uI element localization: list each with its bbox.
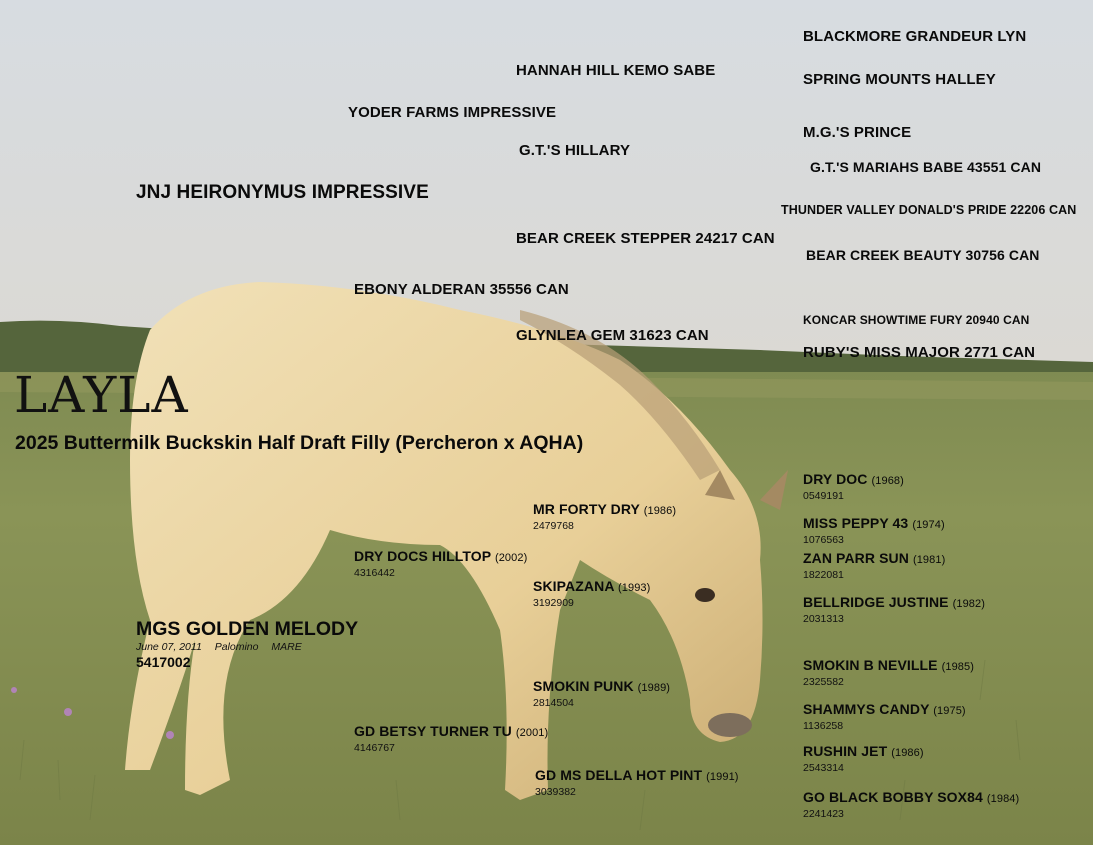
ddd-name: GD MS DELLA HOT PINT [535,767,703,783]
ddss-year: (1985) [941,661,975,673]
dsds-name: ZAN PARR SUN [803,550,909,566]
dsdd-reg: 2031313 [803,613,844,625]
dam-reg-number: 5417002 [136,654,191,670]
ddss-name: SMOKIN B NEVILLE [803,657,938,673]
dsdd-entry [803,594,985,610]
ddsd-reg: 1136258 [803,720,844,732]
sire-sire-name: YODER FARMS IMPRESSIVE [348,104,557,121]
dssd-year: (1974) [912,519,945,531]
ssdd-name: G.T.'S MARIAHS BABE 43551 CAN [810,159,1042,175]
sire-dam-sire-name: BEAR CREEK STEPPER 24217 CAN [516,230,775,247]
dddd-reg: 2241423 [803,808,844,820]
dam-dam-name: GD BETSY TURNER TU [354,723,512,739]
dsd-name: SKIPAZANA [533,578,615,594]
dsds-year: (1981) [912,554,946,566]
dam-sex: MARE [271,641,302,653]
dsds-reg: 1822081 [803,569,844,581]
dssd-name: MISS PEPPY 43 [803,515,909,531]
dam-sire-entry [354,548,527,564]
dss-name: MR FORTY DRY [533,501,640,517]
dam-color: Palomino [214,641,259,653]
dam-sire-reg: 4316442 [354,567,395,579]
ddsd-year: (1975) [933,705,966,717]
dds-year: (1989) [637,682,671,694]
ddd-year: (1991) [706,771,739,783]
dsss-year: (1968) [871,475,904,487]
ddds-entry [803,743,924,759]
dssd-reg: 1076563 [803,534,844,546]
ddss-reg: 2325582 [803,676,844,688]
dam-info [136,641,312,653]
ddds-name: RUSHIN JET [803,743,888,759]
dsds-entry [803,550,945,566]
dds-reg: 2814504 [533,697,574,709]
sddd-name: RUBY'S MISS MAJOR 2771 CAN [803,344,1036,361]
dsd-year: (1993) [618,582,651,594]
sire-dam-name: EBONY ALDERAN 35556 CAN [354,281,569,298]
dds-name: SMOKIN PUNK [533,678,634,694]
dsdd-name: BELLRIDGE JUSTINE [803,594,949,610]
horse-description: 2025 Buttermilk Buckskin Half Draft Filly (Percheron x AQHA) [15,432,584,454]
dsd-reg: 3192909 [533,597,574,609]
ddd-reg: 3039382 [535,786,576,798]
sire-sire-sire-name: HANNAH HILL KEMO SABE [516,62,716,79]
ssds-name: M.G.'S PRINCE [803,124,912,141]
ddsd-name: SHAMMYS CANDY [803,701,930,717]
sdds-name: KONCAR SHOWTIME FURY 20940 CAN [803,313,1030,327]
sdss-name: THUNDER VALLEY DONALD'S PRIDE 22206 CAN [781,203,1077,217]
dsd-entry [533,578,650,594]
ddsd-entry [803,701,966,717]
dam-name: MGS GOLDEN MELODY [136,618,359,640]
sire-name: JNJ HEIRONYMUS IMPRESSIVE [136,182,429,203]
dam-sire-year: (2002) [494,552,528,564]
dsss-entry [803,471,904,487]
dds-entry [533,678,670,694]
dam-dam-entry [354,723,548,739]
dss-reg: 2479768 [533,520,574,532]
dss-entry [533,501,676,517]
sdsd-name: BEAR CREEK BEAUTY 30756 CAN [806,247,1040,263]
horse-name-title: LAYLA [14,366,189,424]
dddd-year: (1984) [986,793,1020,805]
dddd-entry [803,789,1019,805]
dssd-entry [803,515,945,531]
dam-dam-reg: 4146767 [354,742,395,754]
dsss-name: DRY DOC [803,471,868,487]
ddd-entry [535,767,739,783]
dam-birth-date: June 07, 2011 [136,641,202,653]
ddds-year: (1986) [891,747,924,759]
sire-sire-dam-name: G.T.'S HILLARY [519,142,631,159]
dam-sire-name: DRY DOCS HILLTOP [354,548,491,564]
ddds-reg: 2543314 [803,762,844,774]
ddss-entry [803,657,974,673]
dam-dam-year: (2001) [515,727,549,739]
dddd-name: GO BLACK BOBBY SOX84 [803,789,983,805]
sssd-name: SPRING MOUNTS HALLEY [803,71,996,88]
dsdd-year: (1982) [952,598,986,610]
dss-year: (1986) [643,505,677,517]
sire-dam-dam-name: GLYNLEA GEM 31623 CAN [516,327,709,344]
dsss-reg: 0549191 [803,490,844,502]
ssss-name: BLACKMORE GRANDEUR LYN [803,28,1027,45]
